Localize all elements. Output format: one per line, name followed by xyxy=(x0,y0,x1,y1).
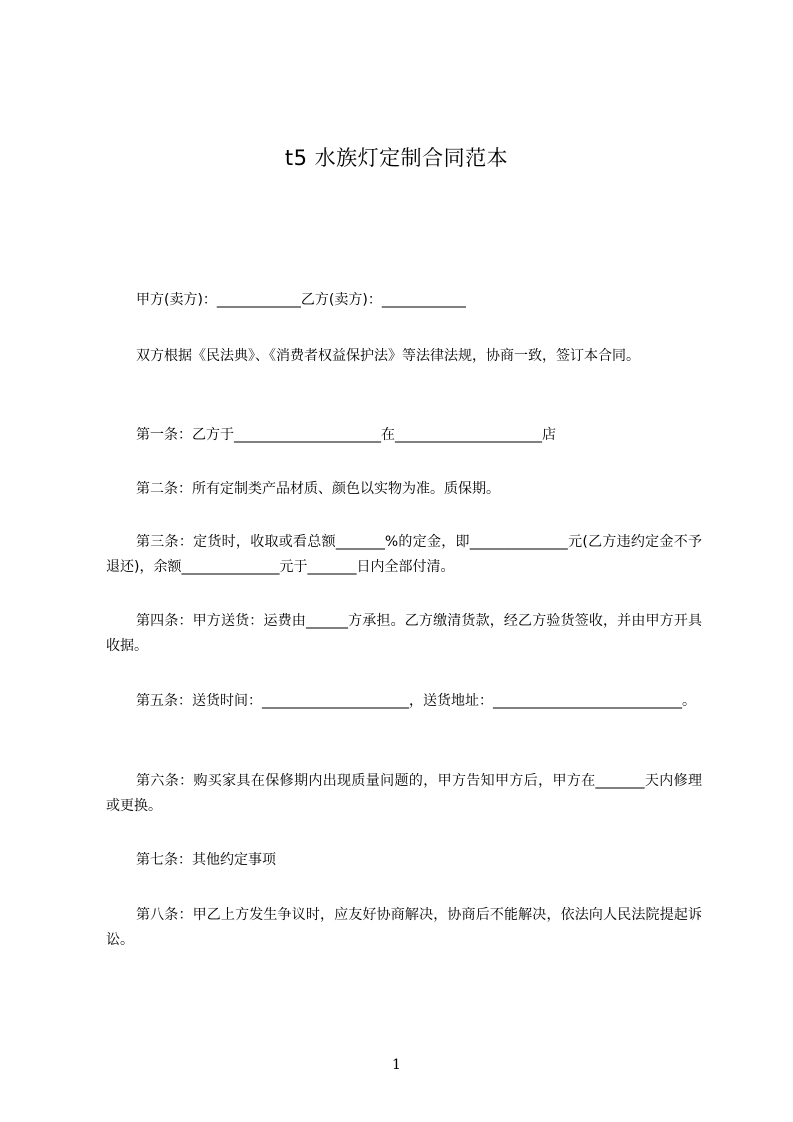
article-3: 第三条：定货时，收取或看总额_______%的定金，即______________元(乙方违约定金不予退还)，余额______________元于_______日内全部付清。 xyxy=(106,534,702,575)
parties-line: 甲方(卖方)：____________乙方(卖方)：____________ xyxy=(136,292,466,308)
article-8: 第八条：甲乙上方发生争议时，应友好协商解决，协商后不能解决，依法向人民法院提起诉讼。 xyxy=(106,907,702,948)
preamble-paragraph: 双方根据《民法典》、《消费者权益保护法》等法律法规，协商一致，签订本合同。 xyxy=(136,348,640,364)
article-7: 第七条：其他约定事项 xyxy=(136,852,276,868)
document-title: t5 水族灯定制合同范本 xyxy=(284,146,509,170)
page-number: 1 xyxy=(392,1057,401,1073)
article-6: 第六条：购买家具在保修期内出现质量问题的，甲方告知甲方后，甲方在_______天内修理或更换。 xyxy=(106,773,702,814)
article-2: 第二条：所有定制类产品材质、颜色以实物为准。质保期。 xyxy=(136,481,500,497)
article-4: 第四条：甲方送货：运费由______方承担。乙方缴清货款，经乙方验货签收，并由甲方开具收据。 xyxy=(106,613,702,654)
article-5: 第五条：送货时间：_____________________，送货地址：___________________________。 xyxy=(136,693,696,709)
article-1: 第一条：乙方于_____________________在_____________________店 xyxy=(136,427,556,443)
